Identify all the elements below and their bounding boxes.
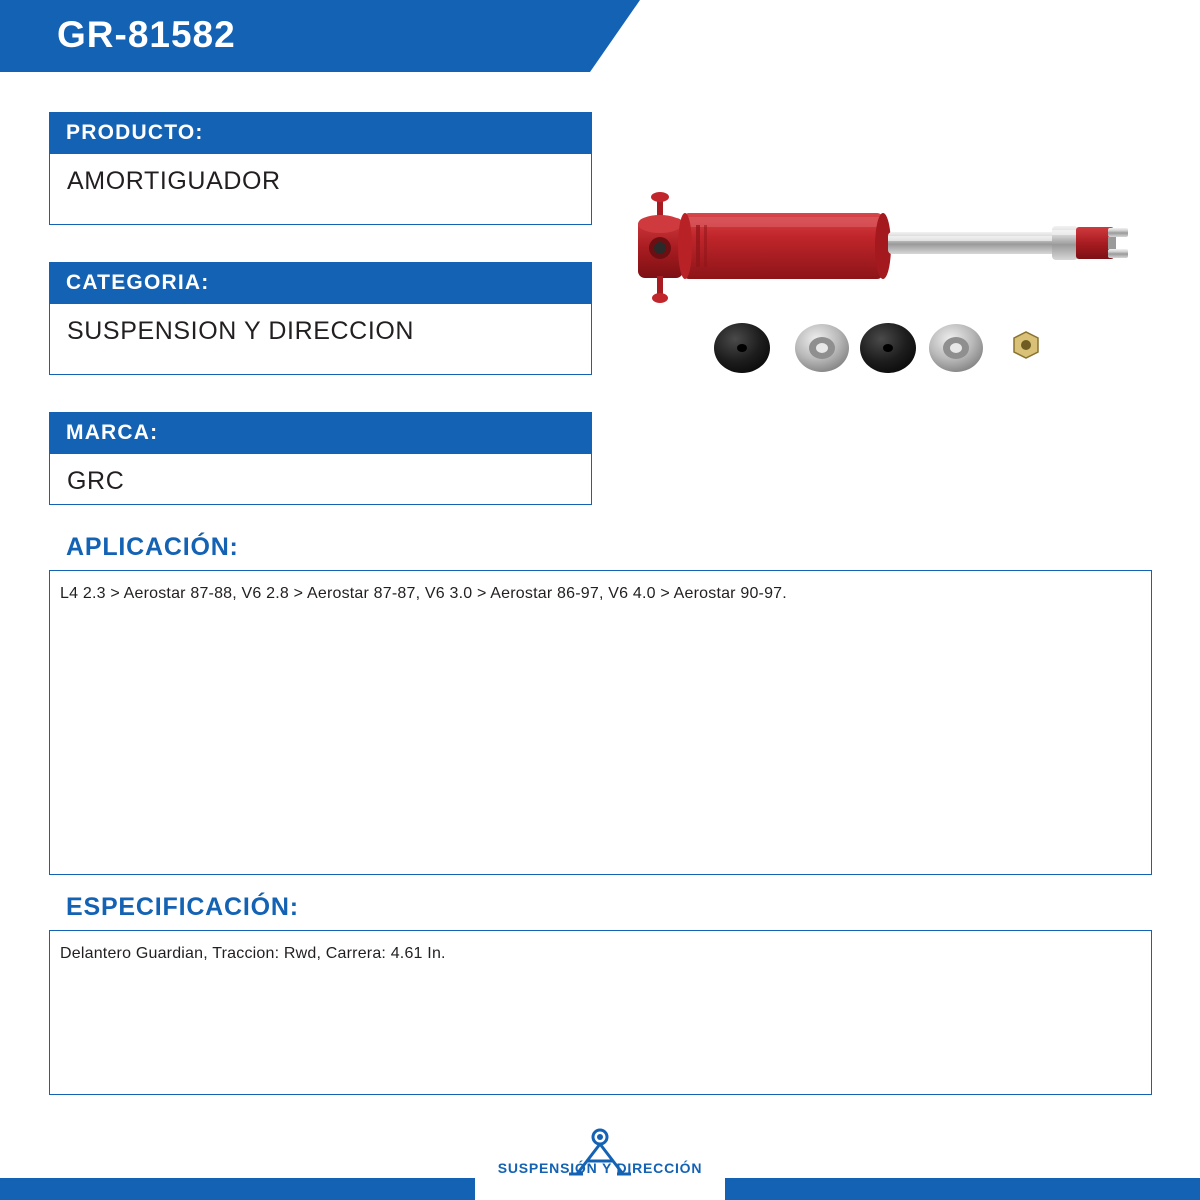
- footer: [0, 1122, 1200, 1200]
- page-title: GR-81582: [57, 14, 236, 55]
- footer-bar-left: [0, 1178, 475, 1200]
- mounting-hardware: [714, 323, 1038, 373]
- footer-caption: SUSPENSIÓN Y DIRECCIÓN: [497, 1160, 703, 1176]
- aplicacion-box: [49, 570, 1152, 875]
- field-marca-label: MARCA:: [49, 412, 592, 454]
- aplicacion-title: APLICACIÓN:: [66, 533, 239, 561]
- product-image: [600, 170, 1180, 400]
- aplicacion-text: L4 2.3 > Aerostar 87-88, V6 2.8 > Aerostar 87-87, V6 3.0 > Aerostar 86-97, V6 4.0 > Aerostar 90-97.: [60, 585, 787, 602]
- field-marca: [49, 412, 592, 505]
- especificacion-text: Delantero Guardian, Traccion: Rwd, Carrera: 4.61 In.: [60, 945, 446, 962]
- field-categoria: [49, 262, 592, 375]
- footer-bar-right: [725, 1178, 1200, 1200]
- field-marca-value: GRC: [49, 454, 592, 505]
- field-producto-label: PRODUCTO:: [49, 112, 592, 154]
- field-categoria-label: CATEGORIA:: [49, 262, 592, 304]
- shock-absorber-body: [638, 192, 1128, 303]
- field-categoria-value: SUSPENSION Y DIRECCION: [49, 304, 592, 375]
- field-producto: [49, 112, 592, 225]
- header: [0, 0, 1200, 72]
- field-producto-value: AMORTIGUADOR: [49, 154, 592, 225]
- especificacion-title: ESPECIFICACIÓN:: [66, 893, 299, 921]
- especificacion-box: [49, 930, 1152, 1095]
